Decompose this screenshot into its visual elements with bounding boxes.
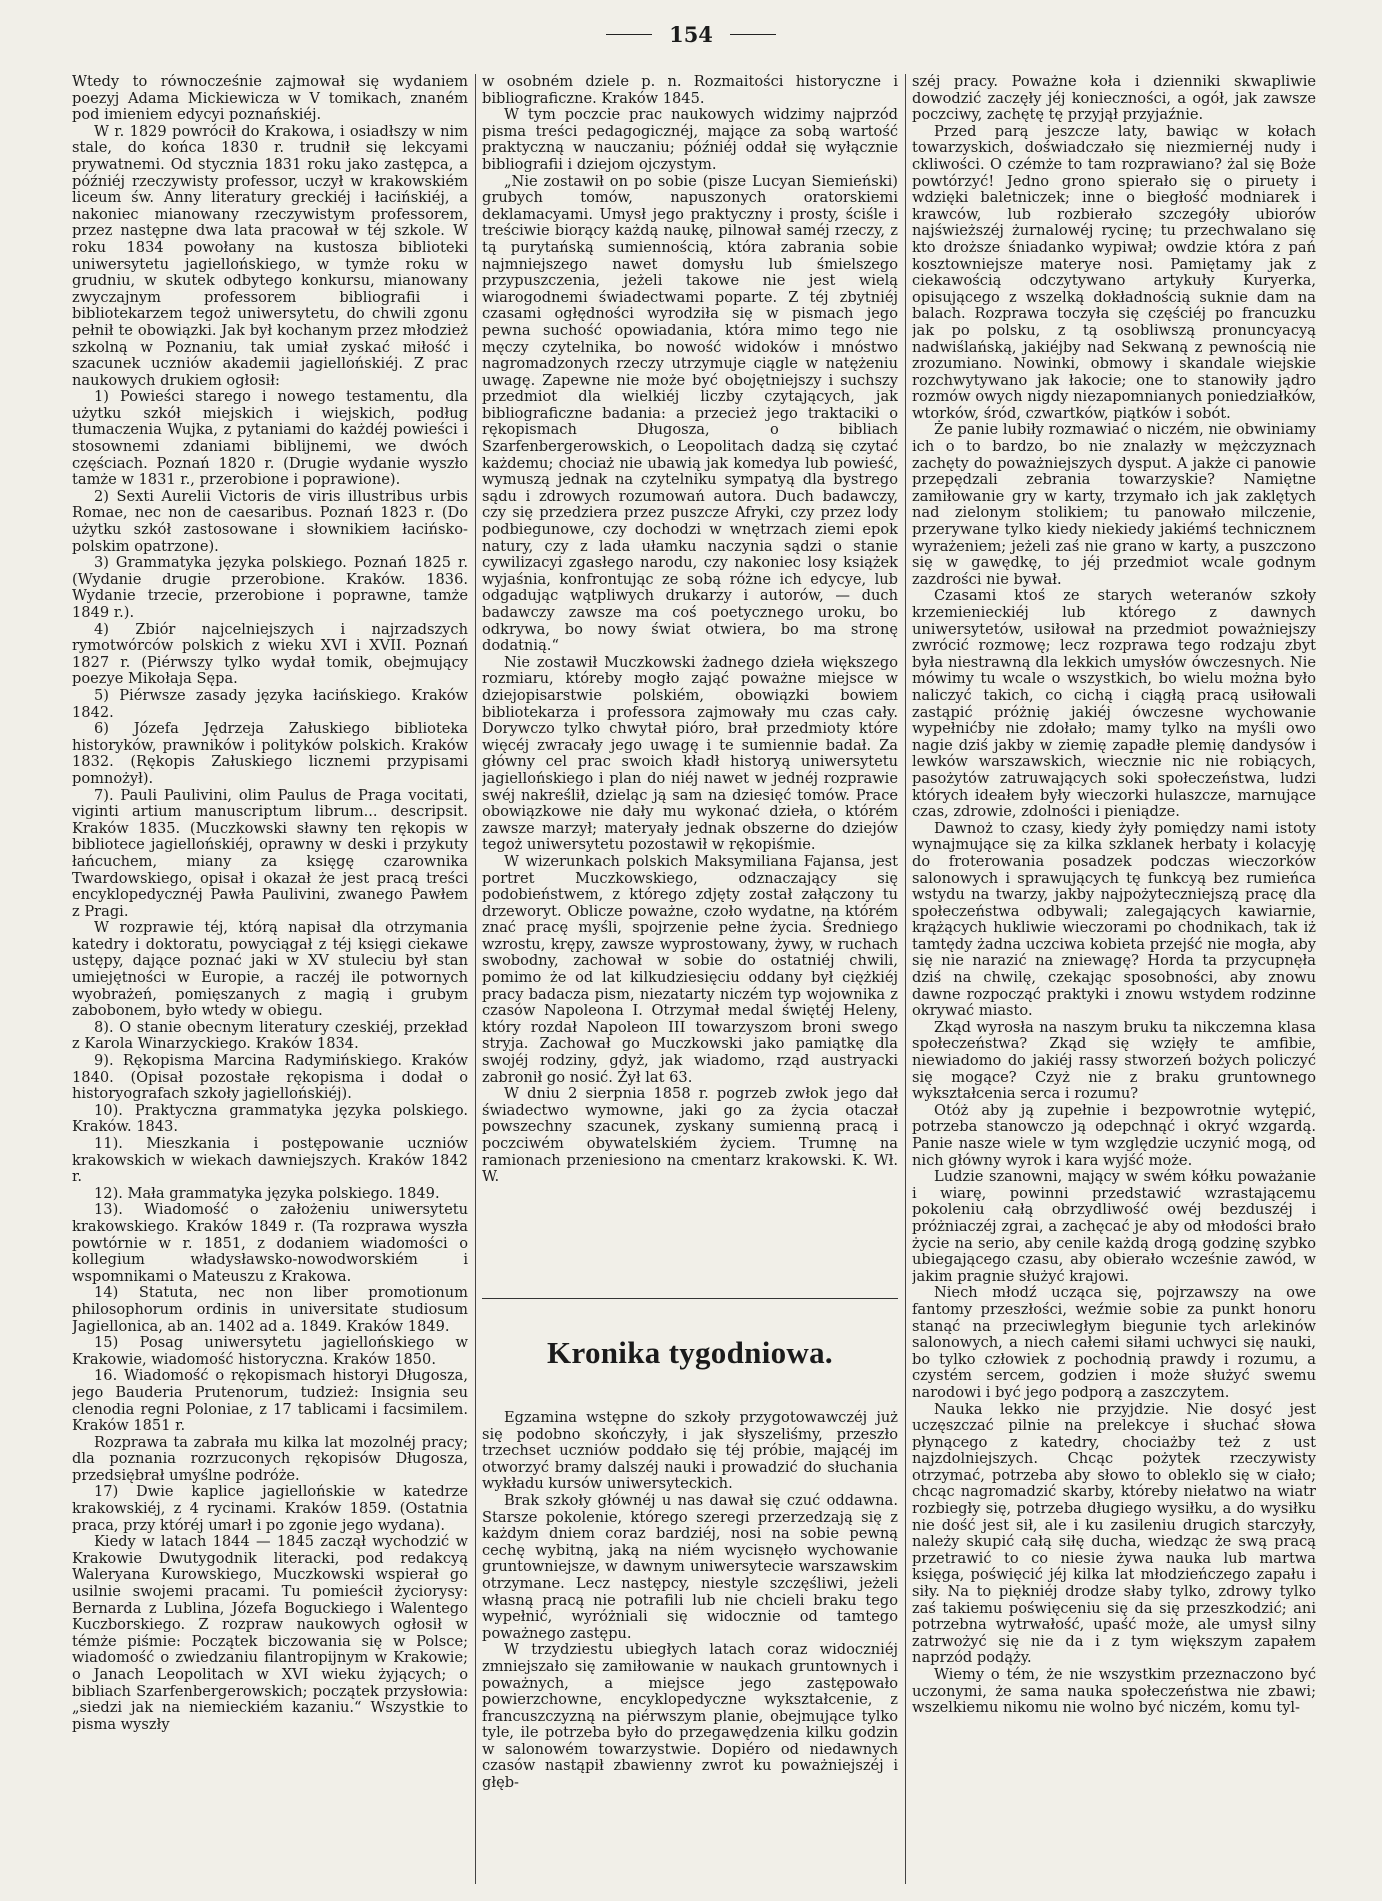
paragraph: Że panie lubiły rozmawiać o niczém, nie obwiniamy ich o to bardzo, bo nie znalazły w mężczyznach zachęty do poważniejszych dysput. A jakże ci panowie przepędzali zebrania towarzyskie? Namiętne zamiłowanie gry w karty, trzymało ich jak zaklętych nad zielonym stolikiem; tu panowało milczenie, przerywane tylko kiedy niekiedy jakiémś technicznem wyrażeniem; jeżeli zaś nie grano w karty, a puszczono się w gawędkę, to jéj przedmiot wcale godnym zazdrości nie bywał. [912,421,1316,588]
paragraph: 3) Grammatyka języka polskiego. Poznań 1825 r. (Wydanie drugie przerobione. Kraków. 1836. Wydanie trzecie, przerobione i poprawne, tamże 1849 r.). [72,554,468,621]
paragraph: w osobném dziele p. n. Rozmaitości historyczne i bibliograficzne. Kraków 1845. [482,74,898,107]
paragraph: 17) Dwie kaplice jagiellońskie w katedrze krakowskiéj, z 4 rycinami. Kraków 1859. (Ostatnia praca, przy któréj umarł i po zgonie jego wydana). [72,1483,468,1534]
paragraph: 1) Powieści starego i nowego testamentu, dla użytku szkół miejskich i wiejskich, podług tłumaczenia Wujka, z pytaniami do każdéj powieści i stosownemi zdaniami biblijnemi, we dwóch częściach. Poznań 1820 r. (Drugie wydanie wyszło tamże w 1831 r., przerobione i poprawione). [72,388,468,489]
page-number: 154 [669,22,713,47]
paragraph: W wizerunkach polskich Maksymiliana Fajansa, jest portret Muczkowskiego, odznaczający się podobieństwem, z którego zdjęty został załączony tu drzeworyt. Oblicze poważne, czoło wydatne, na którém znać pracę myśli, spojrzenie pełne życia. Średniego wzrostu, krępy, zawsze wyprostowany, żywy, w ruchach swobodny, zachował w sobie do ostatniéj chwili, pomimo że od lat kilkudziesięciu oddany był ciężkiéj pracy badacza pism, niezatarty niczém typ wojownika z czasów Napoleona I. Otrzymał medal świętéj Heleny, który rozdał Napoleon III towarzyszom broni swego stryja. Zachował go Muczkowski jako pamiątkę dla swojéj rodziny, gdyż, jak wiadomo, rząd austryacki zabronił go nosić. Żył lat 63. [482,852,898,1086]
paragraph: Dawnoż to czasy, kiedy żyły pomiędzy nami istoty wynajmujące się za kilka szklanek herbaty i kolacyję do froterowania posadzek podczas wieczorków salonowych i sprawujących tę funkcyą bez rumieńca wstydu na twarzy, jakby najpożyteczniejszą pracę dla społeczeństwa odbywali; zalegających kawiarnie, krążących hukliwie wieczorami po chodnikach, tak iż tamtędy żadna uczciwa kobieta przejść nie mogła, aby się nie narazić na zniewagę? Horda ta przycupnęła dziś na chwilę, czekając sposobności, aby znowu dawne rozpocząć praktyki i znowu wstydem rodzinne okrywać miasto. [912,819,1316,1020]
column-left [72,74,468,1880]
paragraph: 2) Sexti Aurelii Victoris de viris illustribus urbis Romae, nec non de caesaribus. Poznań 1823 r. (Do użytku szkół zastosowane i słownikiem łacińsko-polskim opatrzone). [72,487,468,555]
paragraph: W rozprawie téj, którą napisał dla otrzymania katedry i doktoratu, powyciągał z téj księgi ciekawe ustępy, dające poznać jaki w XV stuleciu był stan umiejętności w Europie, a raczéj ile potwornych wyobrażeń, pomięszanych z magią i grubym zabobonem, było wtedy w obiegu. [72,919,468,1020]
section-divider [482,1298,898,1299]
paragraph: Egzamina wstępne do szkoły przygotowawczéj już się podobno skończyły, i jak słyszeliśmy, przeszło trzechset uczniów poddało się téj próbie, mającéj im otworzyć bramy dalszéj nauki i prowadzić do słuchania wykładu kursów uniwersyteckich. [482,1410,898,1493]
paragraph: Niech młodź ucząca się, pojrzawszy na owe fantomy przeszłości, weźmie sobie za punkt honoru stanąć na przeciwległym biegunie tych arlekinów salonowych, a niech całemi siłami uchwyci się nauki, bo tylko człowiek z pochodnią prawdy i rozumu, a czystém sercem, godzien i może służyć swemu narodowi i być jego podporą a zaszczytem. [912,1284,1316,1401]
paragraph: W dniu 2 sierpnia 1858 r. pogrzeb zwłok jego dał świadectwo wymowne, jaki go za życia otaczał powszechny szacunek, zyskany sumienną pracą i poczciwém obywatelskiém życiem. Trumnę na ramionach przeniesiono na cmentarz krakowski. K. Wł. W. [482,1085,898,1186]
column-middle-top [482,74,898,1294]
paragraph: W r. 1829 powrócił do Krakowa, i osiadłszy w nim stale, do końca 1830 r. trudnił się lekcyami prywatnemi. Od stycznia 1831 roku jako zastępca, a późniéj rzeczywisty professor, uczył w krakowskiém liceum św. Anny literatury greckiéj i łacińskiéj, a nakoniec mianowany rzeczywistym professorem, przez następne dwa lata pracował w téj szkole. W roku 1834 powołany na kustosza biblioteki uniwersytetu jagiellońskiego, w tymże roku w grudniu, w skutek odbytego konkursu, mianowany zwyczajnym professorem bibliografii i bibliotekarzem tegoż uniwersytetu, do chwili zgonu pełnił te obowiązki. Jak był kochanym przez młodzież szkolną w Poznaniu, tak umiał zyskać miłość i szacunek uczniów akademii jagiellońskiéj. Z prac naukowych drukiem ogłosił: [72,122,468,389]
paragraph: Czasami ktoś ze starych weteranów szkoły krzemienieckiéj lub którego z dawnych uniwersytetów, usiłował na przedmiot poważniejszy zwrócić rozmowę; lecz rozprawa tego rodzaju zbyt była niestrawną dla lekkich umysłów ówczesnych. Nie mówimy tu wcale o wszystkich, bo wielu można było naliczyć takich, co cichą i ciągłą pracą usiłowali zastąpić próżnię jakiéj ówczesne wychowanie wypełnićby nie zdołało; mamy tylko na myśli owo nagie dziś jakby w ziemię zapadłe plemię dandysów i lewków warszawskich, wiecznie nic nie robiących, pasożytów zatruwających soki społeczeństwa, ludzi których ideałem były wieczorki hulaszcze, marnujące czas, zdrowie, zdolności i pieniądze. [912,587,1316,821]
paragraph: 6) Józefa Jędrzeja Załuskiego biblioteka historyków, prawników i polityków polskich. Kraków 1832. (Rękopis Załuskiego licznemi przypisami pomnożył). [72,720,468,787]
paragraph: 4) Zbiór najcelniejszych i najrzadszych rymotwórców polskich z wieku XVI i XVII. Poznań 1827 r. (Piérwszy tylko wydał tomik, obejmujący poezye Mikołaja Sępa. [72,620,468,688]
paragraph: Nie zostawił Muczkowski żadnego dzieła większego rozmiaru, któreby mogło zająć poważne miejsce w dziejopisarstwie polskiém, obowiązki bowiem bibliotekarza i professora zajmowały mu czas cały. Dorywczo tylko chwytał pióro, brał przedmioty które więcéj zwracały jego uwagę i te sumiennie badał. Za główny cel prac swoich kładł historyą uniwersytetu jagiellońskiego i plan do niéj nawet w jednéj rozprawie swéj nakreślił, dzieląc ją sam na dziesięć tomów. Prace obowiązkowe nie dały mu wykonać dzieła, o którém zawsze marzył; materyały jednak obszerne do dziejów tegoż uniwersytetu pozostawił w rękopiśmie. [482,653,898,854]
column-middle-bottom [482,1410,898,1896]
header-rule-left [606,34,652,35]
paragraph: széj pracy. Poważne koła i dzienniki skwapliwie dowodzić zaczęły jéj konieczności, a ogół, jak zawsze poczciwy, zachętę tę przyjął przyjaźnie. [912,74,1316,124]
paragraph: Przed parą jeszcze laty, bawiąc w kołach towarzyskich, doświadczało się niezmiernéj nudy i ckliwości. O czémże to tam rozprawiano? żal się Boże powtórzyć! Jedno grono spierało się o piruety i wdzięki baletniczek; inne o biegłość modniarek i krawców, lub rozbierało szczegóły ubiorów najświeższéj żurnalowéj rycinę; tu przechwalano się kto droższe śniadanko wypiwał; owdzie która z pań kosztowniejsze materye nosi. Pamiętamy jak z ciekawością odczytywano artykuły Kuryerka, opisującego z wszelką dokładnością suknie dam na balach. Rozprawa toczyła się częściéj po francuzku jak po polsku, z tą osobliwszą pronuncyacyą nadwiślańską, jakiéjby nad Sekwaną z pewnością nie zrozumiano. Nowinki, obmowy i skandale wiejskie rozchwytywano jak łakocie; one to stanowiły jądro rozmów owych nigdy niezapomnianych poniedziałków, wtorków, śród, czwartków, piątków i sobót. [912,122,1316,422]
paragraph: Wtedy to równocześnie zajmował się wydaniem poezyj Adama Mickiewicza w V tomikach, znaném pod imieniem edycyi poznańskiéj. [72,74,468,124]
paragraph: 9). Rękopisma Marcina Radymińskiego. Kraków 1840. (Opisał pozostałe rękopisma i dodał o historyografach szkoły jagiellońskiéj). [72,1052,468,1103]
paragraph: Kiedy w latach 1844 — 1845 zaczął wychodzić w Krakowie Dwutygodnik literacki, pod redakcyą Waleryana Kurowskiego, Muczkowski wspierał go usilnie swojemi pracami. Tu pomieścił życiorysy: Bernarda z Lublina, Józefa Boguckiego i Walentego Kuczborskiego. Z rozpraw naukowych ogłosił w témże piśmie: Początek biczowania się w Polsce; wiadomość o zwiedzaniu filantropijnym w Krakowie; o Janach Leopolitach w XVI wieku żyjących; o bibliach Szarfenbergerowskich; początek przysłowia: „siedzi jak na niemieckiém kazaniu.“ Wszystkie to pisma wyszły [72,1533,468,1733]
page-header [0,22,1382,56]
paragraph: 14) Statuta, nec non liber promotionum philosophorum ordinis in universitate studiosum Jagiellonica, ab an. 1402 ad a. 1849. Kraków 1849. [72,1284,468,1335]
paragraph: Rozprawa ta zabrała mu kilka lat mozolnéj pracy; dla poznania rozrzuconych rękopisów Długosza, przedsiębrał umyślne podróże. [72,1433,468,1484]
paragraph: 16. Wiadomość o rękopismach historyi Długosza, jego Bauderia Prutenorum, tudzież: Insignia seu clenodia regni Poloniae, z 17 tablicami i facsimilem. Kraków 1851 r. [72,1367,468,1435]
paragraph: 15) Posag uniwersytetu jagiellońskiego w Krakowie, wiadomość historyczna. Kraków 1850. [72,1334,468,1368]
paragraph: Wiemy o tém, że nie wszystkim przeznaczono być uczonymi, że sama nauka społeczeństwa nie zbawi; wszelkiemu nikomu nie wolno być niczém, komu tyl- [912,1666,1316,1717]
paragraph: 13). Wiadomość o założeniu uniwersytetu krakowskiego. Kraków 1849 r. (Ta rozprawa wyszła powtórnie w r. 1851, z dodaniem wiadomości o kollegium władysławsko-nowodworskiém i wspomnikami o Mateuszu z Krakowa. [72,1201,468,1285]
paragraph: W trzydziestu ubiegłych latach coraz widoczniéj zmniejszało się zamiłowanie w naukach gruntownych i poważnych, a miejsce jego zastępowało powierzchowne, encyklopedyczne wykształcenie, z francuszczyzną na piérwszym planie, obejmujące tylko tyle, ile potrzeba było do przegawędzenia kilku godzin w salonowém towarzystwie. Dopiéro od niedawnych czasów nastąpił zbawienny zwrot ku poważniejszéj i głęb- [482,1641,898,1792]
column-divider-left [475,74,476,1884]
column-right [912,74,1316,1880]
column-divider-right [905,74,906,1884]
paragraph: W tym poczcie prac naukowych widzimy najprzód pisma treści pedagogicznéj, mające za sobą wartość praktyczną w nauczaniu; późniéj oddał się wyłącznie bibliografii i dziejom ojczystym. [482,106,898,173]
paragraph: Otóż aby ją zupełnie i bezpowrotnie wytępić, potrzeba stanowczo ją odepchnąć i okryć wzgardą. Panie nasze wiele w tym względzie uczynić mogą, od nich główny wyrok i kara wyjść może. [912,1101,1316,1169]
paragraph: „Nie zostawił on po sobie (pisze Lucyan Siemieński) grubych tomów, napuszonych oratorskiemi deklamacyami. Umysł jego praktyczny i prosty, ściśle i treściwie biorący każdą naukę, pilnował saméj rzeczy, z tą purytańską sumiennością, która zabrania sobie najmniejszego nawet domysłu lub śmielszego przypuszczenia, jeżeli takowe nie jest wielą wiarogodnemi świadectwami poparte. Z téj zbytniéj czasami ogłędności wyrodziła się w pismach jego pewna suchość opowiadania, która mimo tego nie męczy czytelnika, bo nowość widoków i mnóstwo nagromadzonych rzeczy utrzymuje ciągle w natężeniu uwagę. Zapewne nie może być obojętniejszy i suchszy przedmiot dla wielkiéj liczby czytających, jak bibliograficzne badania: a przecież jego traktaciki o rękopismach Długosza, o bibliach Szarfenbergerowskich, o Leopolitach dadzą się czytać każdemu; chociaż nie ubawią jak komedya lub powieść, wymuszą jednak na czytelniku sympatyą dla bystrego sądu i zdrowych rozumowań autora. Duch badawczy, czy się przedziera przez puszcze Afryki, czy przez lody podbiegunowe, czy dochodzi w wnętrzach ziemi epok natury, czy z lada ułamku naczynia sądzi o stanie cywilizacyi zgasłego narodu, czy nakoniec losy książek wyjaśnia, konfrontując ze sobą różne ich edycye, lub odgadując wątpliwych drukarzy i autorów, — duch badawczy zawsze ma coś poetycznego uroku, bo odkrywa, bo nowy świat otwiera, bo ma stronę dodatnią.“ [482,172,898,655]
paragraph: Brak szkoły głównéj u nas dawał się czuć oddawna. Starsze pokolenie, którego szeregi przerzedzają się z każdym dniem coraz bardziéj, nosi na sobie pewną cechę wybitną, jaką na niém wycisnęło wychowanie gruntowniejsze, w dawnym uniwersytecie warszawskim otrzymane. Lecz następcy, niestyle szczęśliwi, jeżeli własną pracą nie potrafili lub nie chcieli braku tego wypełnić, wyróżniali się widocznie od tamtego poważnego zastępu. [482,1491,898,1642]
paragraph: 12). Mała grammatyka języka polskiego. 1849. [94,1184,440,1202]
paragraph: 5) Piérwsze zasady języka łacińskiego. Kraków 1842. [72,686,468,721]
paragraph: Ludzie szanowni, mający w swém kółku poważanie i wiarę, powinni przedstawić wzrastającemu pokoleniu całą obrzydliwość owéj bezduszéj i próżniaczéj zgrai, a zachęcać je aby od młodości brało życie na serio, aby cenile każdą drogą godzinę szybko ubiegającego czasu, aby obierało wcześnie zawód, w jakim pragnie służyć krajowi. [912,1168,1316,1285]
section-title: Kronika tygodniowa. [547,1335,833,1370]
header-rule-right [730,34,776,35]
paragraph: Nauka lekko nie przyjdzie. Nie dosyć jest uczęszczać pilnie na prelekcye i słuchać słowa płynącego z katedry, chociażby też z ust najzdolniejszych. Chcąc pożytek rzeczywisty otrzymać, potrzeba aby słowo to obleklo się w ciało; chcąc nagromadzić skarby, któreby niełatwo na wiatr rozbiegły się, potrzeba długiego wysiłku, a do wysiłku nie dość jest sił, ale i ku zasileniu drugich starczyły, należy skupić całą siłę ducha, wiedząc że swą pracą przetrawić to co niesie żywa nauka lub martwa księga, poświęcić jéj kilka lat młodzieńczego zapału i siły. Na to piękniéj drodze słaby tylko, zdrowy tylko zaś takiemu poświęceniu się da się przeszkodzić; ani potrzebna wytrwałość, upaść może, ale umysł silny zatrwożyć się nie da i z tym większym zapałem naprzód podąży. [912,1400,1316,1667]
paragraph: 8). O stanie obecnym literatury czeskiéj, przekład z Karola Winarzyckiego. Kraków 1834. [72,1018,468,1053]
paragraph: 10). Praktyczna grammatyka języka polskiego. Kraków. 1843. [72,1101,468,1136]
paragraph: 11). Mieszkania i postępowanie uczniów krakowskich w wiekach dawniejszych. Kraków 1842 r. [72,1135,468,1186]
paragraph: Zkąd wyrosła na naszym bruku ta nikczemna klasa społeczeństwa? Zkąd się wzięły te amfibie, niewiadomo do jakiéj rassy stworzeń bożych policzyć się mogące? Czyż nie z braku gruntownego wykształcenia serca i rozumu? [912,1018,1316,1103]
paragraph: 7). Pauli Paulivini, olim Paulus de Praga vocitati, viginti artium manuscriptum librum... descripsit. Kraków 1835. (Muczkowski sławny ten rękopis w bibliotece jagiellońskiéj, oprawny w deski i przykuty łańcuchem, miany za księgę czarownika Twardowskiego, opisał i okazał że jest pracą treści encyklopedycznéj Pawła Paulivini, zwanego Pawłem z Pragi. [72,786,468,920]
